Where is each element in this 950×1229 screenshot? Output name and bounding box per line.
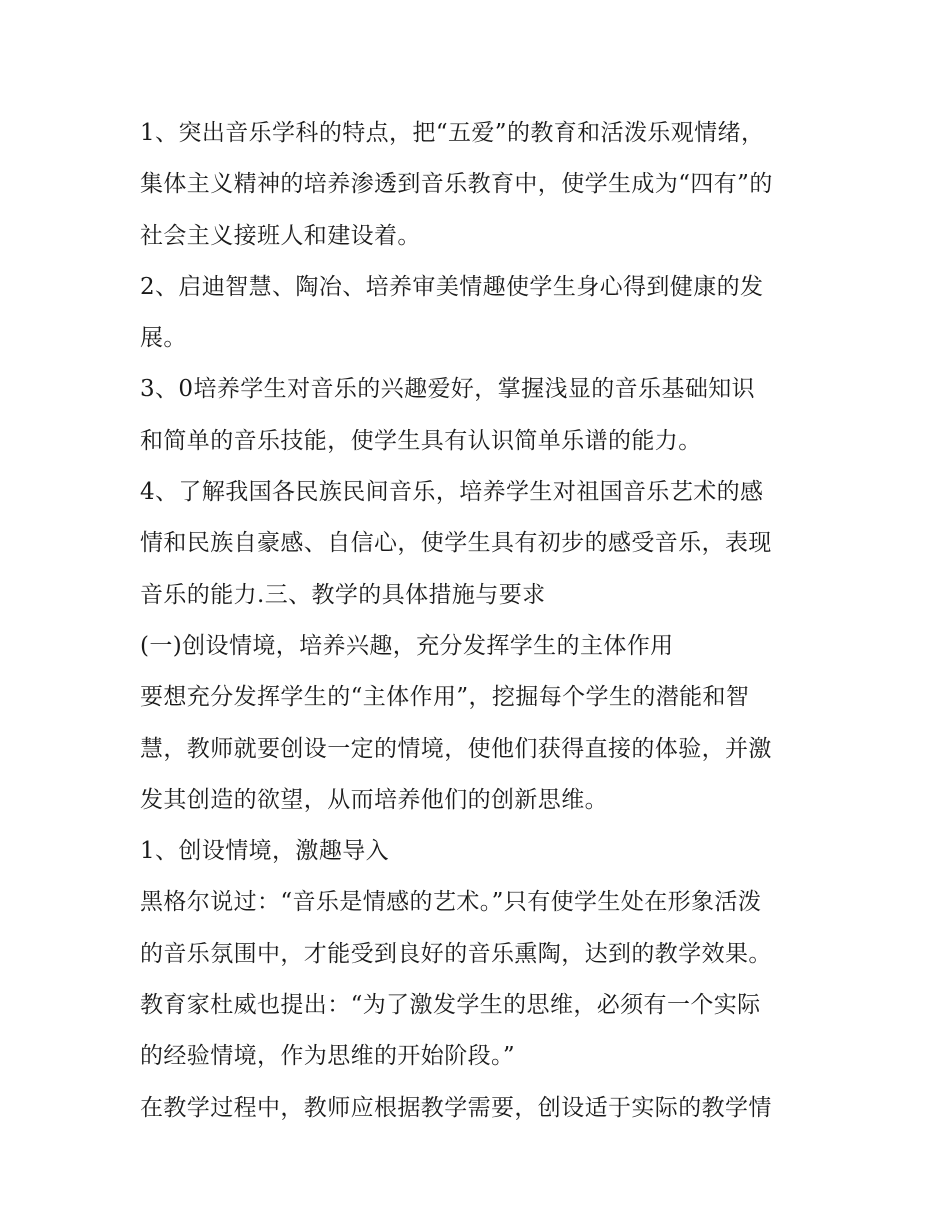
- text-line: 2、启迪智慧、陶冶、培养审美情趣使学生身心得到健康的发: [140, 273, 764, 300]
- text-line: 发其创造的欲望，从而培养他们的创新思维。: [140, 786, 608, 813]
- text-line: 教育家杜威也提出：“为了激发学生的思维，必须有一个实际: [140, 992, 761, 1019]
- text-line: 情和民族自豪感、自信心，使学生具有初步的感受音乐，表现: [140, 530, 772, 557]
- text-line: 4、了解我国各民族民间音乐，培养学生对祖国音乐艺术的感: [140, 479, 764, 506]
- text-line: 的经验情境，作为思维的开始阶段。”: [140, 1043, 516, 1070]
- text-line: 音乐的能力.三、教学的具体措施与要求: [140, 581, 546, 608]
- text-line: 要想充分发挥学生的“主体作用”，挖掘每个学生的潜能和智: [140, 684, 750, 711]
- text-line: 慧，教师就要创设一定的情境，使他们获得直接的体验，并激: [140, 735, 772, 762]
- text-line: 和简单的音乐技能，使学生具有认识简单乐谱的能力。: [140, 427, 702, 454]
- text-line: 的音乐氛围中，才能受到良好的音乐熏陶，达到的教学效果。: [140, 940, 772, 967]
- text-line: 3、0培养学生对音乐的兴趣爱好，掌握浅显的音乐基础知识: [140, 376, 756, 403]
- text-line: 黑格尔说过：“音乐是情感的艺术。”只有使学生处在形象活泼: [140, 889, 762, 916]
- text-line: 展。: [140, 325, 187, 352]
- text-line: 1、突出音乐学科的特点，把“五爱”的教育和活泼乐观情绪，: [140, 120, 765, 146]
- section-heading: (一)创设情境，培养兴趣，充分发挥学生的主体作用: [140, 632, 674, 659]
- document-body: [140, 108, 830, 1134]
- text-line: 社会主义接班人和建设着。: [140, 222, 421, 249]
- text-line: 在教学过程中，教师应根据教学需要，创设适于实际的教学情: [140, 1094, 772, 1121]
- text-line: 集体主义精神的培养渗透到音乐教育中，使学生成为“四有”的: [140, 171, 773, 198]
- subsection-heading: 1、创设情境，激趣导入: [140, 838, 390, 865]
